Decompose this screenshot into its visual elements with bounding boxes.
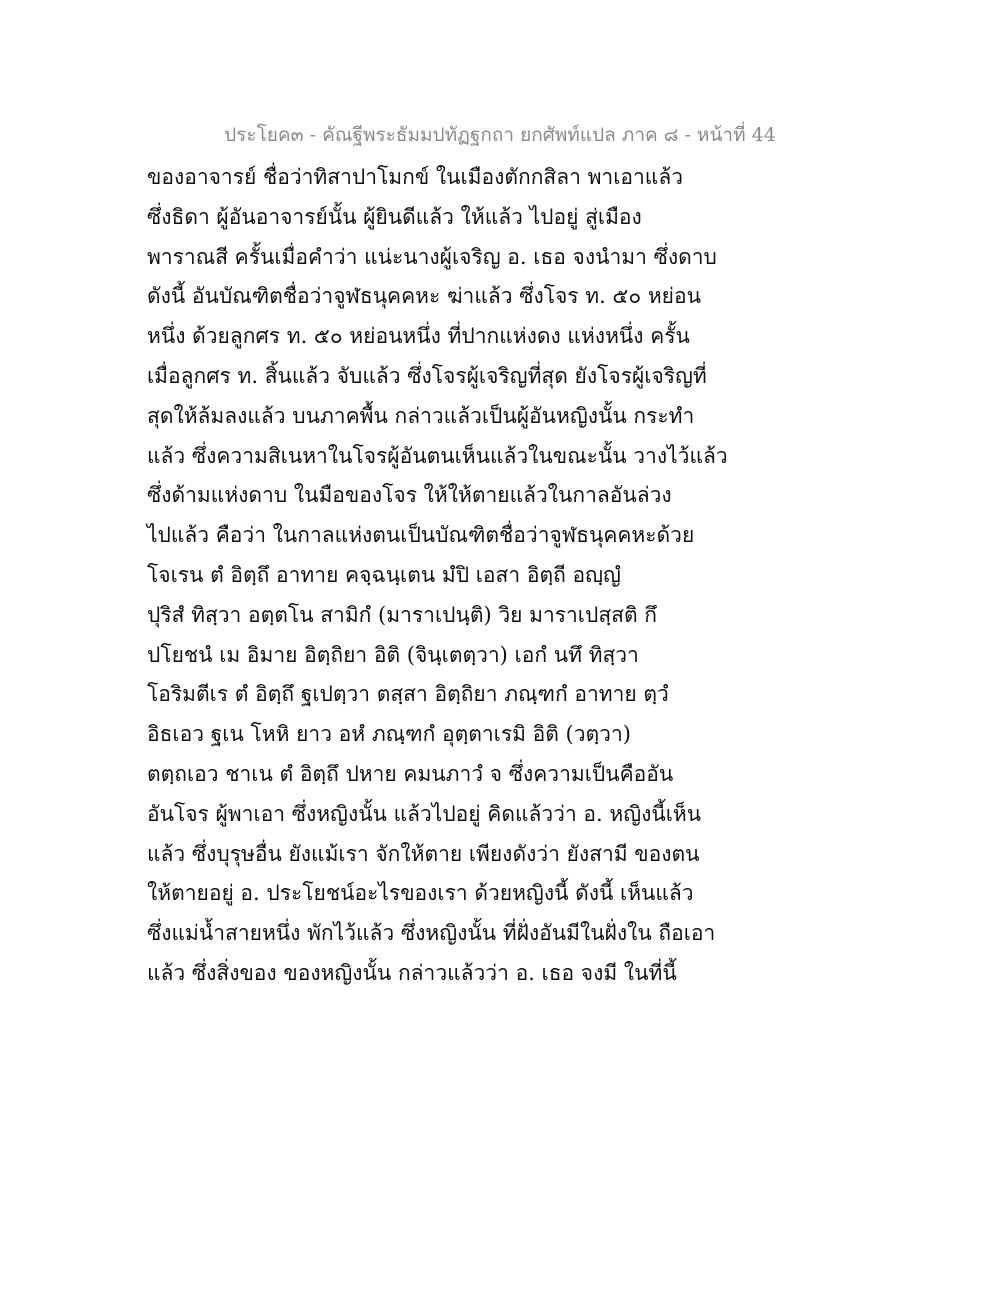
header-page-number: หน้าที่ 44 bbox=[696, 124, 776, 146]
text-line: แล้ว ซึ่งความสิเนหาในโจรผู้อันตนเห็นแล้วในขณะนั้น วางไว้แล้ว bbox=[147, 443, 728, 468]
text-line: เมื่อลูกศร ท. สิ้นแล้ว จับแล้ว ซึ่งโจรผู้เจริญที่สุด ยังโจรผู้เจริญที่ bbox=[147, 363, 707, 388]
text-line: โอริมตีเร ตํ อิตฺถึ ฐเปตฺวา ตสฺสา อิตฺถิยา ภณฺฑกํ อาทาย ตฺวํ bbox=[147, 682, 669, 707]
text-line: พาราณสี ครั้นเมื่อคำว่า แน่ะนางผู้เจริญ อ. เธอ จงนำมา ซึ่งดาบ bbox=[147, 244, 717, 269]
text-line: อันโจร ผู้พาเอา ซึ่งหญิงนั้น แล้วไปอยู่ คิดแล้วว่า อ. หญิงนี้เห็น bbox=[147, 801, 702, 826]
header-separator: - bbox=[678, 124, 697, 146]
text-line: ซึ่งแม่น้ำสายหนึ่ง พักไว้แล้ว ซึ่งหญิงนั้น ที่ฝั่งอันมีในฝั่งใน ถือเอา bbox=[147, 921, 716, 946]
text-line: ปุริสํ ทิสฺวา อตฺตโน สามิกํ (มาราเปนฺติ) วิย มาราเปสฺสติ กึ bbox=[147, 602, 657, 627]
text-line: ปโยชนํ เม อิมาย อิตฺถิยา อิติ (จินฺเตตฺวา) เอกํ นทึ ทิสฺวา bbox=[147, 642, 639, 667]
text-line: ตตฺถเอว ชาเน ตํ อิตฺถึ ปหาย คมนภาวํ จ ซึ่งความเป็นคืออัน bbox=[147, 761, 674, 786]
text-line: แล้ว ซึ่งบุรุษอื่น ยังแม้เรา จักให้ตาย เพียงดังว่า ยังสามี ของตน bbox=[147, 841, 700, 866]
text-line: โจเรน ตํ อิตฺถึ อาทาย คจฺฉนฺเตน มํปิ เอสา อิตฺถี อญฺญํ bbox=[147, 562, 621, 587]
text-line: ซึ่งด้ามแห่งดาบ ในมือของโจร ให้ให้ตายแล้วในกาลอันล่วง bbox=[147, 483, 672, 508]
text-line: สุดให้ล้มลงแล้ว บนภาคพื้น กล่าวแล้วเป็นผู้อันหญิงนั้น กระทำ bbox=[147, 403, 695, 428]
text-line: แล้ว ซึ่งสิ่งของ ของหญิงนั้น กล่าวแล้วว่า อ. เธอ จงมี ในที่นี้ bbox=[147, 960, 677, 985]
header-book-title: ประโยค๓ - คัณฐีพระธัมมปทัฏฐกถา ยกศัพท์แปล ภาค ๘ bbox=[224, 124, 679, 146]
text-line: ให้ตายอยู่ อ. ประโยชน์อะไรของเรา ด้วยหญิงนี้ ดังนี้ เห็นแล้ว bbox=[147, 881, 694, 906]
text-line: หนึ่ง ด้วยลูกศร ท. ๕๐ หย่อนหนึ่ง ที่ปากแห่งดง แห่งหนึ่ง ครั้น bbox=[147, 324, 690, 349]
text-line: ของอาจารย์ ชื่อว่าทิสาปาโมกข์ ในเมืองตักกสิลา พาเอาแล้ว bbox=[147, 165, 684, 189]
text-line: อิธเอว ฐเน โหหิ ยาว อหํ ภณฺฑกํ อุตฺตาเรมิ อิติ (วตฺวา) bbox=[147, 722, 631, 747]
text-line: ไปแล้ว คือว่า ในกาลแห่งตนเป็นบัณฑิตชื่อว่าจูฬธนุคคหะด้วย bbox=[147, 523, 695, 548]
body-text bbox=[147, 158, 728, 994]
text-line: ซึ่งธิดา ผู้อันอาจารย์นั้น ผู้ยินดีแล้ว ให้แล้ว ไปอยู่ สู่เมือง bbox=[147, 204, 642, 229]
text-line: ดังนี้ อันบัณฑิตชื่อว่าจูฬธนุคคหะ ฆ่าแล้ว ซึ่งโจร ท. ๕๐ หย่อน bbox=[147, 284, 701, 309]
running-header bbox=[0, 120, 1000, 150]
